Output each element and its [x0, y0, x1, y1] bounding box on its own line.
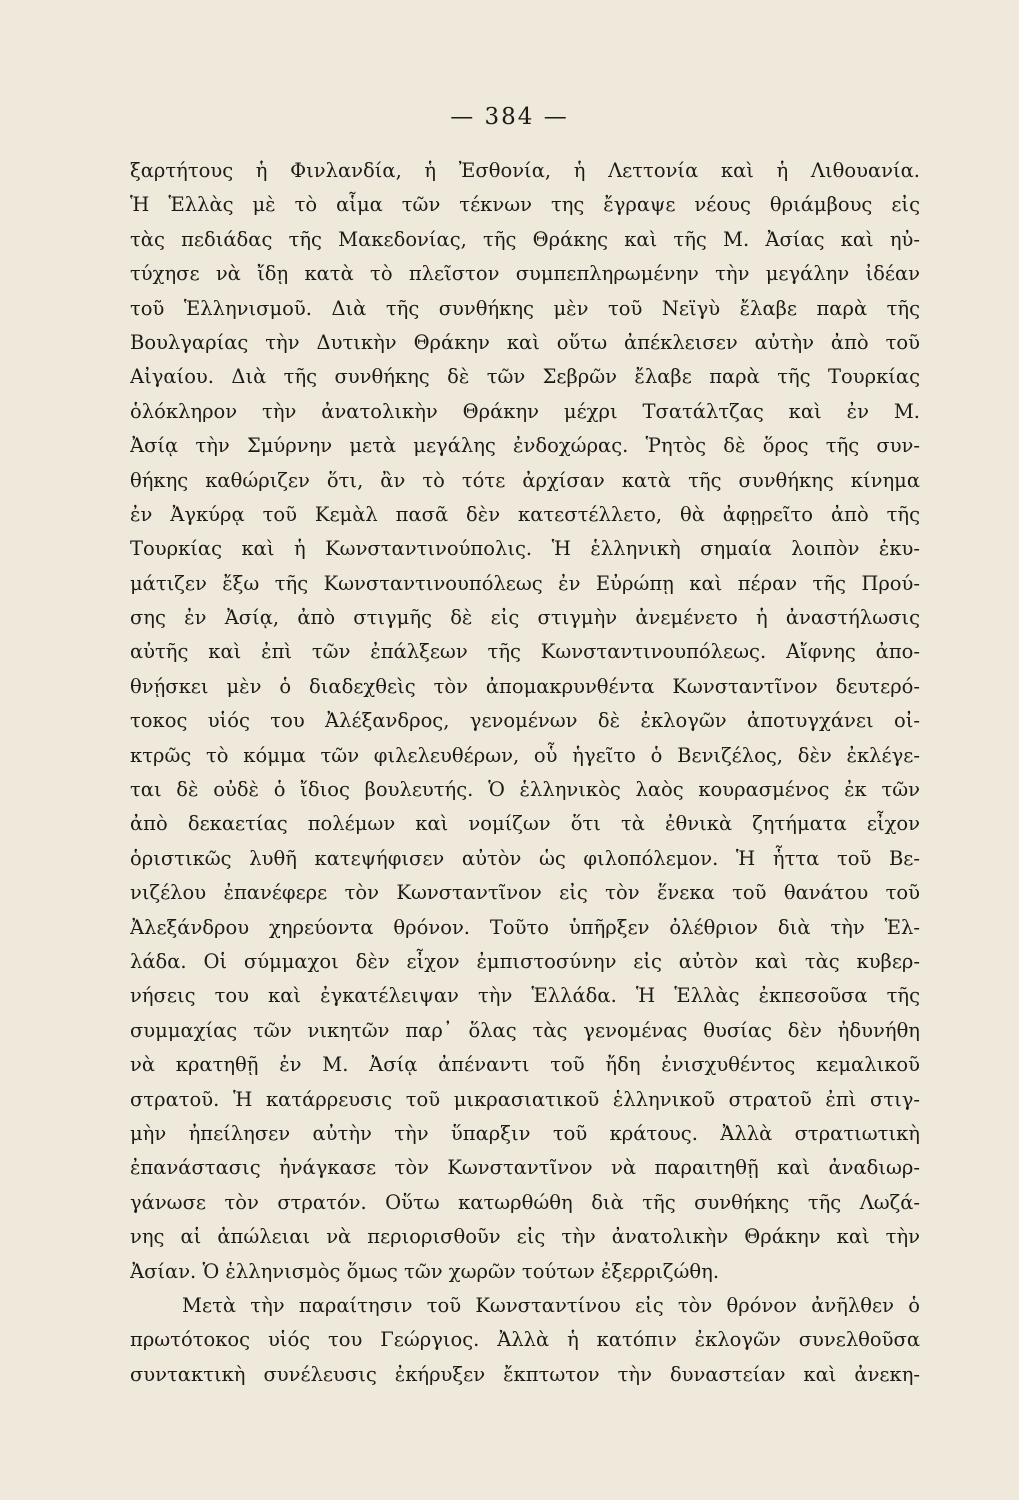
text-line: ξαρτήτους ἡ Φινλανδία, ἡ Ἐσθονία, ἡ Λεττονία καὶ ἡ Λιθουανία. — [130, 159, 920, 182]
text-body — [130, 154, 920, 1392]
text-line: Βουλγαρίας τὴν Δυτικὴν Θράκην καὶ οὕτω ἀπέκλεισεν αὐτὴν ἀπὸ τοῦ — [130, 330, 920, 354]
text-line: ἐν Ἀγκύρᾳ τοῦ Κεμὰλ πασᾶ δὲν κατεστέλλετο, θὰ ἀφῃρεῖτο ἀπὸ τῆς — [130, 502, 920, 526]
text-line: Αἰγαίου. Διὰ τῆς συνθήκης δὲ τῶν Σεβρῶν ἔλαβε παρὰ τῆς Τουρκίας — [130, 365, 920, 389]
text-line: θήκης καθώριζεν ὅτι, ἂν τὸ τότε ἀρχίσαν κατὰ τῆς συνθήκης κίνημα — [130, 468, 920, 492]
text-line: σης ἐν Ἀσίᾳ, ἀπὸ στιγμῆς δὲ εἰς στιγμὴν ἀνεμένετο ἡ ἀναστήλωσις — [130, 606, 920, 630]
text-line: λάδα. Οἱ σύμμαχοι δὲν εἶχον ἐμπιστοσύνην εἰς αὐτὸν καὶ τὰς κυβερ- — [130, 949, 920, 973]
text-line: μὴν ἠπείλησεν αὐτὴν τὴν ὕπαρξιν τοῦ κράτους. Ἀλλὰ στρατιωτικὴ — [130, 1121, 920, 1145]
text-line: Μετὰ τὴν παραίτησιν τοῦ Κωνσταντίνου εἰς τὸν θρόνον ἀνῆλθεν ὁ — [182, 1293, 920, 1317]
text-line: ται δὲ οὐδὲ ὁ ἴδιος βουλευτής. Ὁ ἑλληνικὸς λαὸς κουρασμένος ἐκ τῶν — [130, 778, 920, 802]
text-line: πρωτότοκος υἱός του Γεώργιος. Ἀλλὰ ἡ κατόπιν ἐκλογῶν συνελθοῦσα — [130, 1328, 920, 1352]
text-line: τοκος υἱός του Ἀλέξανδρος, γενομένων δὲ ἐκλογῶν ἀποτυγχάνει οἰ- — [130, 709, 920, 733]
text-line: γάνωσε τὸν στρατόν. Οὕτω κατωρθώθη διὰ τῆς συνθήκης τῆς Λωζά- — [130, 1190, 920, 1214]
text-line: νήσεις του καὶ ἐγκατέλειψαν τὴν Ἑλλάδα. Ἡ Ἑλλὰς ἐκπεσοῦσα τῆς — [130, 984, 920, 1008]
text-line: ἐπανάστασις ἠνάγκασε τὸν Κωνσταντῖνον νὰ παραιτηθῇ καὶ ἀναδιωρ- — [130, 1156, 920, 1180]
text-line: νης αἱ ἀπώλειαι νὰ περιορισθοῦν εἰς τὴν ἀνατολικὴν Θράκην καὶ τὴν — [130, 1225, 920, 1249]
page-number: — 384 — — [450, 104, 569, 130]
text-line: ὁριστικῶς λυθῆ κατεψήφισεν αὐτὸν ὡς φιλοπόλεμον. Ἡ ἧττα τοῦ Βε- — [130, 846, 920, 870]
text-line: τοῦ Ἑλληνισμοῦ. Διὰ τῆς συνθήκης μὲν τοῦ Νεϊγὺ ἔλαβε παρὰ τῆς — [130, 296, 920, 320]
text-line: νὰ κρατηθῇ ἐν Μ. Ἀσίᾳ ἀπέναντι τοῦ ἤδη ἐνισχυθέντος κεμαλικοῦ — [130, 1053, 920, 1077]
text-line: αὐτῆς καὶ ἐπὶ τῶν ἐπάλξεων τῆς Κωνσταντινουπόλεως. Αἴφνης ἀπο- — [130, 640, 920, 664]
text-line: Ἀσίαν. Ὁ ἑλληνισμὸς ὅμως τῶν χωρῶν τούτων ἐξερριζώθη. — [130, 1259, 720, 1283]
text-line: Ἡ Ἑλλὰς μὲ τὸ αἷμα τῶν τέκνων της ἔγραψε νέους θριάμβους εἰς — [130, 193, 920, 217]
text-line: μάτιζεν ἔξω τῆς Κωνσταντινουπόλεως ἐν Εὐρώπῃ καὶ πέραν τῆς Πρού- — [130, 571, 920, 595]
text-line: Τουρκίας καὶ ἡ Κωνσταντινούπολις. Ἡ ἑλληνικὴ σημαία λοιπὸν ἐκυ- — [130, 537, 920, 561]
text-line: ὁλόκληρον τὴν ἀνατολικὴν Θράκην μέχρι Τσατάλτζας καὶ ἐν Μ. — [130, 399, 920, 423]
text-line: τὰς πεδιάδας τῆς Μακεδονίας, τῆς Θράκης καὶ τῆς Μ. Ἀσίας καὶ ηὐ- — [130, 227, 920, 251]
text-line: συμμαχίας τῶν νικητῶν παρ᾽ ὅλας τὰς γενομένας θυσίας δὲν ἠδυνήθη — [130, 1018, 920, 1042]
text-line: κτρῶς τὸ κόμμα τῶν φιλελευθέρων, οὗ ἡγεῖτο ὁ Βενιζέλος, δὲν ἐκλέγε- — [130, 743, 920, 767]
text-line: Ἀλεξάνδρου χηρεύοντα θρόνον. Τοῦτο ὑπῆρξεν ὀλέθριον διὰ τὴν Ἑλ- — [130, 915, 920, 939]
text-line: τύχησε νὰ ἴδῃ κατὰ τὸ πλεῖστον συμπεπληρωμένην τὴν μεγάλην ἰδέαν — [130, 262, 920, 286]
text-line: Ἀσίᾳ τὴν Σμύρνην μετὰ μεγάλης ἐνδοχώρας. Ῥητὸς δὲ ὅρος τῆς συν- — [130, 434, 920, 458]
text-line: ἀπὸ δεκαετίας πολέμων καὶ νομίζων ὅτι τὰ ἐθνικὰ ζητήματα εἶχον — [130, 812, 920, 836]
text-line: θνῄσκει μὲν ὁ διαδεχθεὶς τὸν ἀπομακρυνθέντα Κωνσταντῖνον δευτερό- — [130, 674, 920, 698]
text-line: συντακτικὴ συνέλευσις ἐκήρυξεν ἔκπτωτον τὴν δυναστείαν καὶ ἀνεκη- — [130, 1362, 920, 1386]
text-line: νιζέλου ἐπανέφερε τὸν Κωνσταντῖνον εἰς τὸν ἕνεκα τοῦ θανάτου τοῦ — [130, 881, 920, 905]
text-line: στρατοῦ. Ἡ κατάρρευσις τοῦ μικρασιατικοῦ ἑλληνικοῦ στρατοῦ ἐπὶ στιγ- — [130, 1087, 920, 1111]
